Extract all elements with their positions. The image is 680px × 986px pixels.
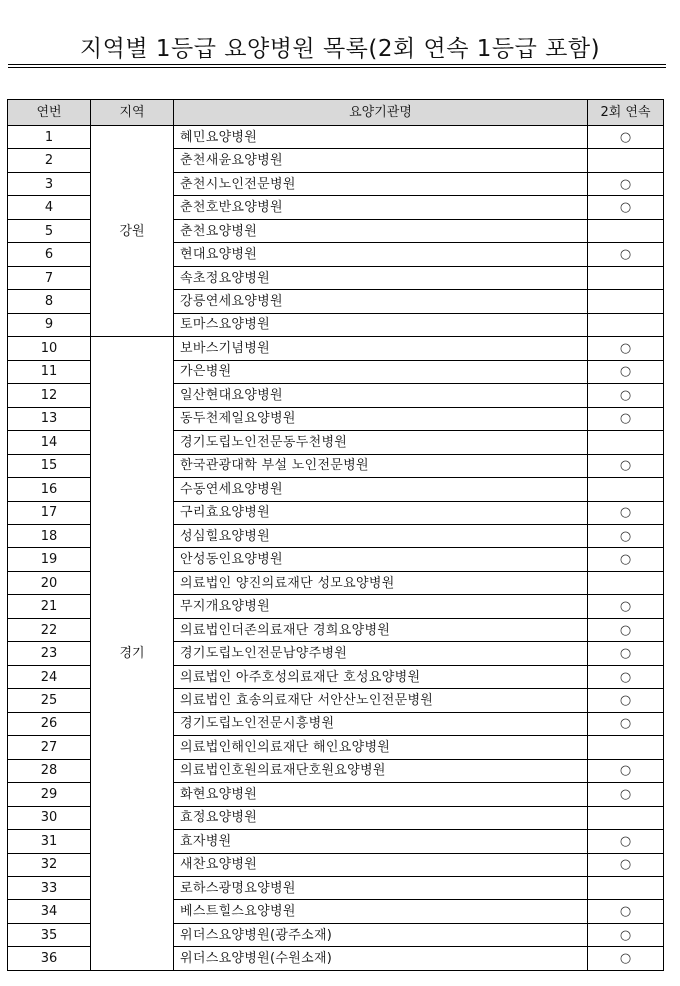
row-number: 23 (8, 642, 91, 665)
consecutive-mark: ○ (588, 360, 664, 383)
header-institution-name: 요양기관명 (174, 100, 588, 126)
institution-name: 일산현대요양병원 (174, 384, 588, 407)
institution-name: 수동연세요양병원 (174, 478, 588, 501)
consecutive-mark: ○ (588, 923, 664, 946)
table-row (8, 337, 664, 360)
consecutive-mark: ○ (588, 196, 664, 219)
institution-name: 의료법인더존의료재단 경희요양병원 (174, 618, 588, 641)
header-region: 지역 (91, 100, 174, 126)
institution-name: 토마스요양병원 (174, 313, 588, 336)
consecutive-mark: ○ (588, 384, 664, 407)
consecutive-empty (588, 313, 664, 336)
institution-name: 성심힐요양병원 (174, 524, 588, 547)
consecutive-empty (588, 571, 664, 594)
header-number: 연번 (8, 100, 91, 126)
row-number: 17 (8, 501, 91, 524)
institution-name: 경기도립노인전문동두천병원 (174, 431, 588, 454)
institution-name: 화현요양병원 (174, 783, 588, 806)
row-number: 4 (8, 196, 91, 219)
row-number: 19 (8, 548, 91, 571)
institution-name: 동두천제일요양병원 (174, 407, 588, 430)
institution-name: 춘천요양병원 (174, 219, 588, 242)
institution-name: 베스트힐스요양병원 (174, 900, 588, 923)
row-number: 34 (8, 900, 91, 923)
institution-name: 가은병원 (174, 360, 588, 383)
consecutive-mark: ○ (588, 454, 664, 477)
consecutive-empty (588, 478, 664, 501)
institution-name: 보바스기념병원 (174, 337, 588, 360)
consecutive-empty (588, 877, 664, 900)
consecutive-mark: ○ (588, 853, 664, 876)
institution-name: 현대요양병원 (174, 243, 588, 266)
institution-name: 강릉연세요양병원 (174, 290, 588, 313)
consecutive-mark: ○ (588, 900, 664, 923)
row-number: 30 (8, 806, 91, 829)
hospital-table (7, 99, 664, 971)
institution-name: 경기도립노인전문남양주병원 (174, 642, 588, 665)
consecutive-mark: ○ (588, 524, 664, 547)
consecutive-mark: ○ (588, 595, 664, 618)
institution-name: 춘천새윤요양병원 (174, 149, 588, 172)
row-number: 16 (8, 478, 91, 501)
row-number: 31 (8, 830, 91, 853)
consecutive-mark: ○ (588, 759, 664, 782)
title-rule-top (8, 64, 666, 65)
row-number: 1 (8, 126, 91, 149)
consecutive-empty (588, 266, 664, 289)
institution-name: 새찬요양병원 (174, 853, 588, 876)
row-number: 22 (8, 618, 91, 641)
row-number: 33 (8, 877, 91, 900)
row-number: 26 (8, 712, 91, 735)
institution-name: 의료법인호원의료재단호원요양병원 (174, 759, 588, 782)
institution-name: 속초정요양병원 (174, 266, 588, 289)
row-number: 14 (8, 431, 91, 454)
consecutive-empty (588, 149, 664, 172)
consecutive-mark: ○ (588, 712, 664, 735)
institution-name: 의료법인 효송의료재단 서안산노인전문병원 (174, 689, 588, 712)
row-number: 5 (8, 219, 91, 242)
institution-name: 효자병원 (174, 830, 588, 853)
consecutive-mark: ○ (588, 126, 664, 149)
row-number: 21 (8, 595, 91, 618)
institution-name: 안성동인요양병원 (174, 548, 588, 571)
row-number: 28 (8, 759, 91, 782)
row-number: 35 (8, 923, 91, 946)
consecutive-mark: ○ (588, 783, 664, 806)
row-number: 20 (8, 571, 91, 594)
row-number: 12 (8, 384, 91, 407)
row-number: 13 (8, 407, 91, 430)
institution-name: 의료법인해인의료재단 해인요양병원 (174, 736, 588, 759)
consecutive-mark: ○ (588, 642, 664, 665)
institution-name: 무지개요양병원 (174, 595, 588, 618)
row-number: 10 (8, 337, 91, 360)
consecutive-mark: ○ (588, 689, 664, 712)
row-number: 3 (8, 172, 91, 195)
row-number: 27 (8, 736, 91, 759)
institution-name: 춘천호반요양병원 (174, 196, 588, 219)
consecutive-mark: ○ (588, 665, 664, 688)
row-number: 36 (8, 947, 91, 970)
institution-name: 의료법인 양진의료재단 성모요양병원 (174, 571, 588, 594)
institution-name: 위더스요양병원(수원소재) (174, 947, 588, 970)
document-title: 지역별 1등급 요양병원 목록(2회 연속 1등급 포함) (79, 36, 601, 62)
consecutive-empty (588, 219, 664, 242)
consecutive-empty (588, 431, 664, 454)
row-number: 2 (8, 149, 91, 172)
consecutive-mark: ○ (588, 501, 664, 524)
consecutive-empty (588, 806, 664, 829)
institution-name: 한국관광대학 부설 노인전문병원 (174, 454, 588, 477)
region-cell: 강원 (91, 126, 174, 337)
row-number: 9 (8, 313, 91, 336)
consecutive-mark: ○ (588, 172, 664, 195)
consecutive-mark: ○ (588, 407, 664, 430)
table-header-row (8, 100, 664, 126)
institution-name: 위더스요양병원(광주소재) (174, 923, 588, 946)
institution-name: 구리효요양병원 (174, 501, 588, 524)
consecutive-mark: ○ (588, 947, 664, 970)
table-row (8, 126, 664, 149)
institution-name: 춘천시노인전문병원 (174, 172, 588, 195)
consecutive-mark: ○ (588, 243, 664, 266)
header-consecutive: 2회 연속 (588, 100, 664, 126)
table-body (8, 126, 664, 971)
consecutive-mark: ○ (588, 337, 664, 360)
institution-name: 의료법인 아주호성의료재단 호성요양병원 (174, 665, 588, 688)
institution-name: 혜민요양병원 (174, 126, 588, 149)
consecutive-mark: ○ (588, 618, 664, 641)
row-number: 6 (8, 243, 91, 266)
title-rule-bottom (8, 67, 666, 68)
row-number: 11 (8, 360, 91, 383)
row-number: 24 (8, 665, 91, 688)
consecutive-mark: ○ (588, 830, 664, 853)
row-number: 32 (8, 853, 91, 876)
row-number: 8 (8, 290, 91, 313)
institution-name: 경기도립노인전문시흥병원 (174, 712, 588, 735)
institution-name: 효정요양병원 (174, 806, 588, 829)
row-number: 7 (8, 266, 91, 289)
consecutive-empty (588, 736, 664, 759)
row-number: 15 (8, 454, 91, 477)
institution-name: 로하스광명요양병원 (174, 877, 588, 900)
region-cell: 경기 (91, 337, 174, 971)
consecutive-empty (588, 290, 664, 313)
row-number: 25 (8, 689, 91, 712)
row-number: 29 (8, 783, 91, 806)
row-number: 18 (8, 524, 91, 547)
consecutive-mark: ○ (588, 548, 664, 571)
